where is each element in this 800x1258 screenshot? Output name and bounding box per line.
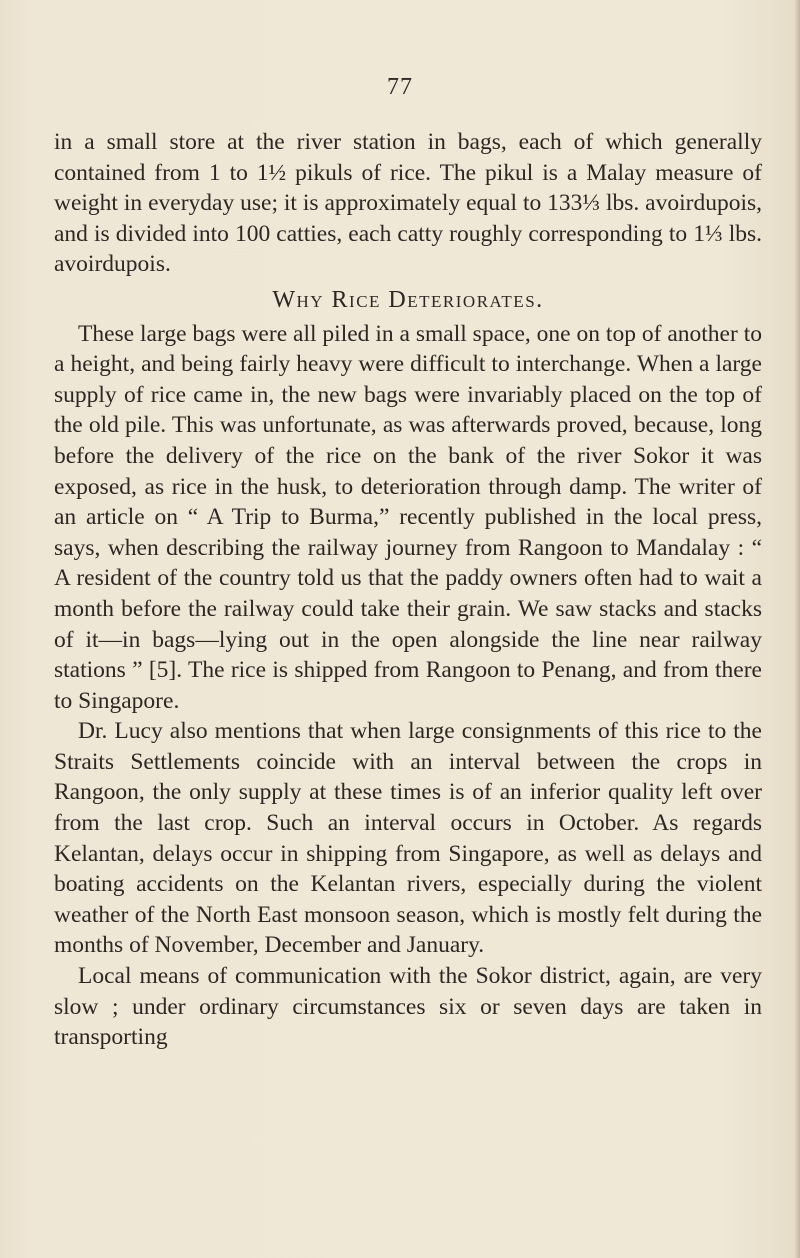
paragraph-1: in a small store at the river station in bags, each of which generally contained from 1 to 1½ pikuls of rice. The pikul is a Malay measure of weight in everyday use; it is approximately equal to 133⅓ lbs. avoirdupois, and is divided into 100 catties, each catty roughly corresponding to 1⅓ lbs. avoirdupois. xyxy=(54,129,762,278)
paragraph-3: Dr. Lucy also mentions that when large consignments of this rice to the Straits Settlements coincide with an interval between the crops in Rangoon, the only supply at these times is of an inferior quality left over from the last crop. Such an interval occurs in October. As regards Kelantan, delays occur in shipping from Singapore, as well as delays and boating accidents on the Kelantan rivers, especially during the violent weather of the North East monsoon season, which is mostly felt during the months of November, December and January. xyxy=(54,718,762,959)
section-heading: Why Rice Deteriorates. xyxy=(272,286,544,313)
paragraph-2: These large bags were all piled in a small space, one on top of another to a height, and being fairly heavy were difficult to interchange. When a large supply of rice came in, the new bags were invariably placed on the top of the old pile. This was unfortunate, as was afterwards proved, because, long before the delivery of the rice on the bank of the river Sokor it was exposed, as rice in the husk, to deterioration through damp. The writer of an article on “ A Trip to Burma,” recently published in the local press, says, when describing the railway journey from Rangoon to Mandalay : “ A resident of the country told us that the paddy owners often had to wait a month before the railway could take their grain. We saw stacks and stacks of it—in bags—lying out in the open alongside the line near railway stations ” [5]. The rice is shipped from Rangoon to Penang, and from there to Singapore. xyxy=(54,320,762,714)
page-number: 77 xyxy=(387,74,413,100)
page-edge-shadow xyxy=(794,0,800,1258)
paragraph-4: Local means of communication with the Sokor district, again, are very slow ; under ordinary circumstances six or seven days are taken in transporting xyxy=(54,963,762,1051)
body-text xyxy=(54,127,762,1053)
